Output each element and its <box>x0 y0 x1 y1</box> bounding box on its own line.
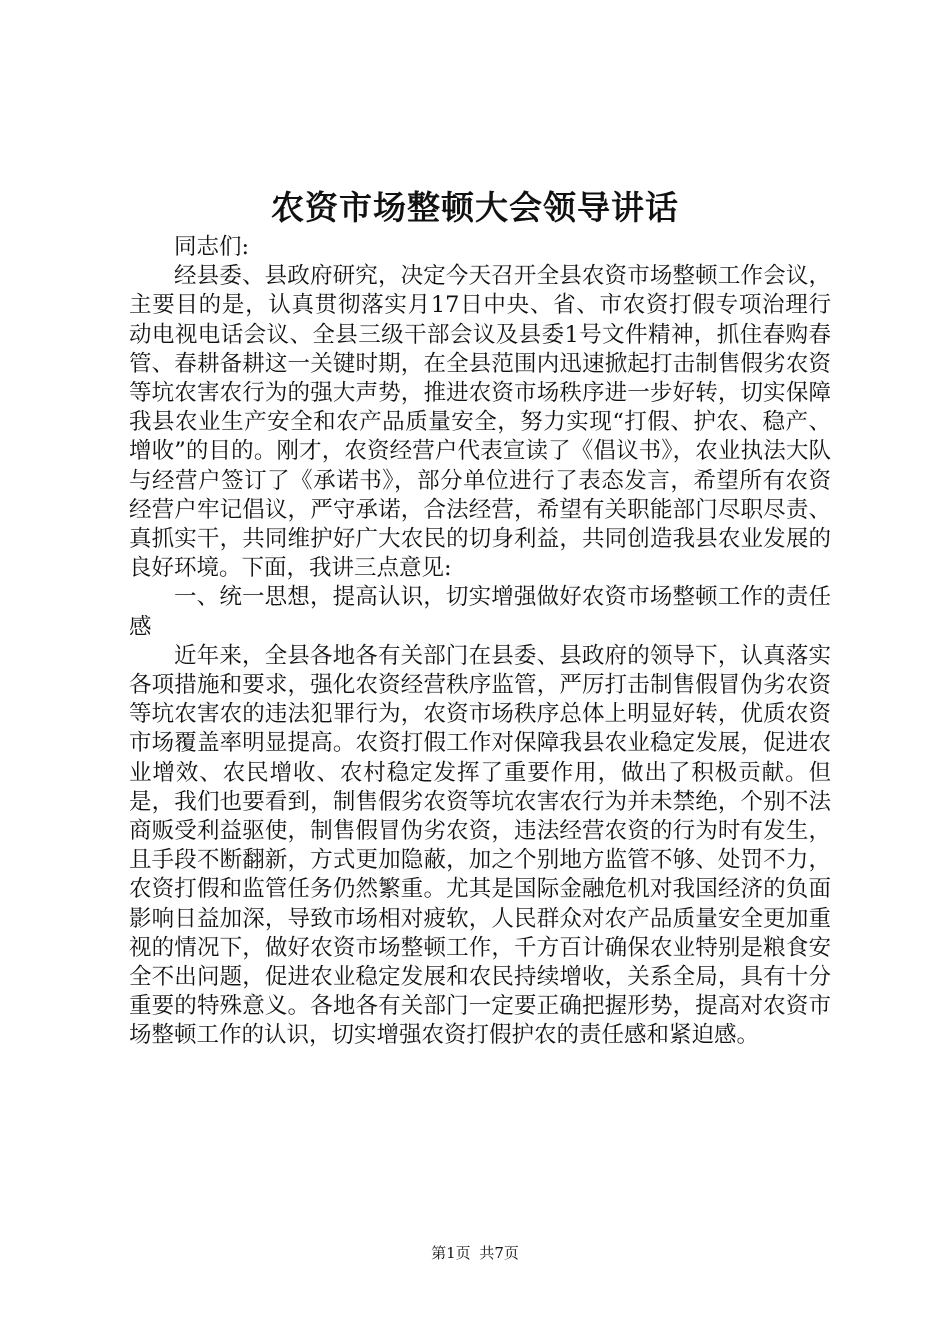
section-heading-1: 一、统一思想，提高认识，切实增强做好农资市场整顿工作的责任感 <box>129 584 831 640</box>
page-total: 共7页 <box>479 1244 519 1262</box>
page-footer <box>0 1243 950 1263</box>
intro-paragraph: 经县委、县政府研究，决定今天召开全县农资市场整顿工作会议，主要目的是，认真贯彻落实月17日中央、省、市农资打假专项治理行动电视电话会议、全县三级干部会议及县委1号文件精神，抓住春购春管、春耕备耕这一关键时期，在全县范围内迅速掀起打击制售假劣农资等坑农害农行为的强大声势，推进农资市场秩序进一步好转，切实保障我县农业生产安全和农产品质量安全，努力实现“打假、护农、稳产、增收”的目的。刚才，农资经营户代表宣读了《倡议书》，农业执法大队与经营户签订了《承诺书》，部分单位进行了表态发言，希望所有农资经营户牢记倡议，严守承诺，合法经营，希望有关职能部门尽职尽责、真抓实干，共同维护好广大农民的切身利益，共同创造我县农业发展的良好环境。下面，我讲三点意见: <box>129 263 831 582</box>
salutation-paragraph: 同志们: <box>174 234 250 260</box>
section-1-paragraph: 近年来，全县各地各有关部门在县委、县政府的领导下，认真落实各项措施和要求，强化农资经营秩序监管，严厉打击制售假冒伪劣农资等坑农害农的违法犯罪行为，农资市场秩序总体上明显好转，优质农资市场覆盖率明显提高。农资打假工作对保障我县农业稳定发展，促进农业增效、农民增收、农村稳定发挥了重要作用，做出了积极贡献。但是，我们也要看到，制售假劣农资等坑农害农行为并未禁绝，个别不法商贩受利益驱使，制售假冒伪劣农资，违法经营农资的行为时有发生，且手段不断翻新，方式更加隐蔽，加之个别地方监管不够、处罚不力，农资打假和监管任务仍然繁重。尤其是国际金融危机对我国经济的负面影响日益加深，导致市场相对疲软，人民群众对农产品质量安全更加重视的情况下，做好农资市场整顿工作，千方百计确保农业特别是粮食安全不出问题，促进农业稳定发展和农民持续增收，关系全局，具有十分重要的特殊意义。各地各有关部门一定要正确把握形势，提高对农资市场整顿工作的认识，切实增强农资打假护农的责任感和紧迫感。 <box>129 642 831 1049</box>
document-body <box>129 233 831 1051</box>
document-title: 农资市场整顿大会领导讲话 <box>271 188 679 227</box>
page-number: 第1页 <box>431 1244 471 1262</box>
